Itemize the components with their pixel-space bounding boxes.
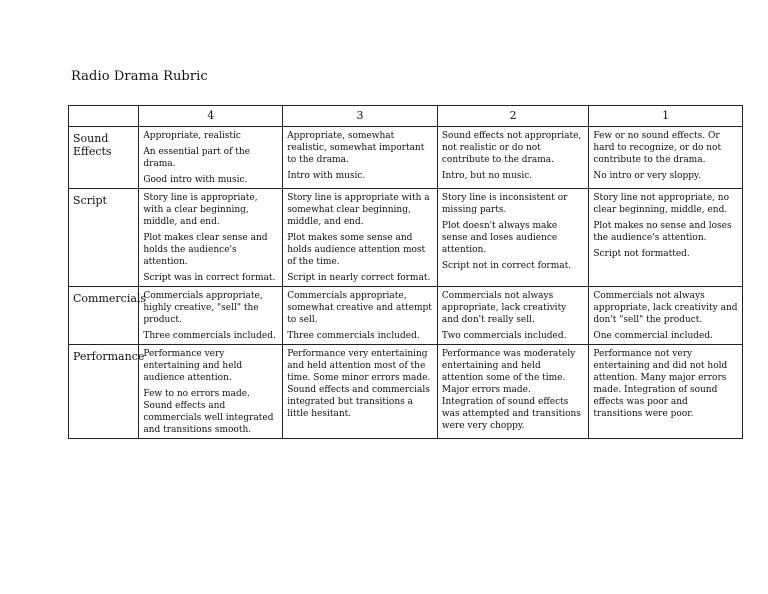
cell-commercials-3 xyxy=(283,287,438,345)
cell-line: Story line is appropriate with a somewhat clear beginning, middle, and end. xyxy=(287,193,430,227)
cell-performance-3 xyxy=(283,345,438,439)
cell-line: Appropriate, realistic xyxy=(143,131,241,141)
header-row xyxy=(69,106,743,127)
cell-line: Script in nearly correct format. xyxy=(287,273,431,283)
cell-line: Intro with music. xyxy=(287,171,366,181)
cell-line: Few or no sound effects. Or hard to recognize, or do not contribute to the drama. xyxy=(593,131,722,165)
cell-line: Plot makes no sense and loses the audience's attention. xyxy=(593,221,732,243)
cell-sound-effects-2 xyxy=(437,127,588,189)
cell-script-3 xyxy=(283,189,438,287)
cell-line: Commercials appropriate, highly creative, "sell" the product. xyxy=(143,291,263,325)
cell-line: No intro or very sloppy. xyxy=(593,171,701,181)
cell-line: Plot makes clear sense and holds the audience's attention. xyxy=(143,233,268,267)
cell-line: Script not in correct format. xyxy=(441,261,572,271)
cell-line: Commercials appropriate, somewhat creative and attempt to sell. xyxy=(287,291,432,325)
cell-sound-effects-1 xyxy=(589,127,743,189)
cell-line: Script was in correct format. xyxy=(143,273,276,283)
table-row xyxy=(69,127,743,189)
cell-line: Script not formatted. xyxy=(593,249,690,259)
cell-performance-1 xyxy=(589,345,743,439)
cell-line: Story line is inconsistent or missing parts. xyxy=(441,193,568,215)
criterion-performance: Performance xyxy=(69,345,139,439)
criterion-script: Script xyxy=(69,189,139,287)
header-score-3: 3 xyxy=(283,106,438,127)
cell-sound-effects-3 xyxy=(283,127,438,189)
cell-sound-effects-4 xyxy=(139,127,283,189)
cell-line: Performance was moderately entertaining and held attention some of the time. Major errors made. Integration of sound effects was attempted and transitions were very choppy. xyxy=(441,349,581,431)
header-criterion xyxy=(69,106,139,127)
criterion-commercials: Commercials xyxy=(69,287,139,345)
cell-line: Plot doesn't always make sense and loses audience attention. xyxy=(441,221,558,255)
cell-line: Good intro with music. xyxy=(143,175,248,185)
cell-line: An essential part of the drama. xyxy=(143,147,251,169)
cell-commercials-1 xyxy=(589,287,743,345)
cell-line: One commercial included. xyxy=(593,331,713,341)
cell-performance-2 xyxy=(437,345,588,439)
cell-performance-4 xyxy=(139,345,283,439)
cell-line: Performance very entertaining and held attention most of the time. Some minor errors made. Sound effects and commercials integrated but transitions a little hesitant. xyxy=(287,349,431,419)
cell-line: Commercials not always appropriate, lack creativity and don't really sell. xyxy=(441,291,567,325)
cell-line: Plot makes some sense and holds audience attention most of the time. xyxy=(287,233,426,267)
header-score-1: 1 xyxy=(589,106,743,127)
cell-line: Three commercials included. xyxy=(287,331,420,341)
cell-script-4 xyxy=(139,189,283,287)
header-score-2: 2 xyxy=(437,106,588,127)
cell-line: Sound effects not appropriate, not realistic or do not contribute to the drama. xyxy=(441,131,582,165)
cell-line: Two commercials included. xyxy=(441,331,567,341)
cell-line: Three commercials included. xyxy=(143,331,276,341)
criterion-sound-effects: Sound Effects xyxy=(69,127,139,189)
cell-line: Story line not appropriate, no clear beginning, middle, end. xyxy=(593,193,730,215)
cell-line: Performance very entertaining and held audience attention. xyxy=(143,349,243,383)
cell-line: Commercials not always appropriate, lack creativity and don't "sell" the product. xyxy=(593,291,738,325)
cell-script-2 xyxy=(437,189,588,287)
document-title: Radio Drama Rubric xyxy=(71,69,208,84)
cell-line: Few to no errors made. Sound effects and commercials well integrated and transitions smooth. xyxy=(143,389,274,435)
table-row xyxy=(69,345,743,439)
cell-commercials-4 xyxy=(139,287,283,345)
table-row xyxy=(69,287,743,345)
cell-line: Performance not very entertaining and did not hold attention. Many major errors made. Integration of sound effects was poor and transitions were poor. xyxy=(593,349,728,419)
table-row xyxy=(69,189,743,287)
rubric-table xyxy=(68,105,743,439)
header-score-4: 4 xyxy=(139,106,283,127)
cell-line: Story line is appropriate, with a clear beginning, middle, and end. xyxy=(143,193,258,227)
cell-line: Appropriate, somewhat realistic, somewhat important to the drama. xyxy=(287,131,425,165)
cell-script-1 xyxy=(589,189,743,287)
cell-line: Intro, but no music. xyxy=(441,171,533,181)
cell-commercials-2 xyxy=(437,287,588,345)
